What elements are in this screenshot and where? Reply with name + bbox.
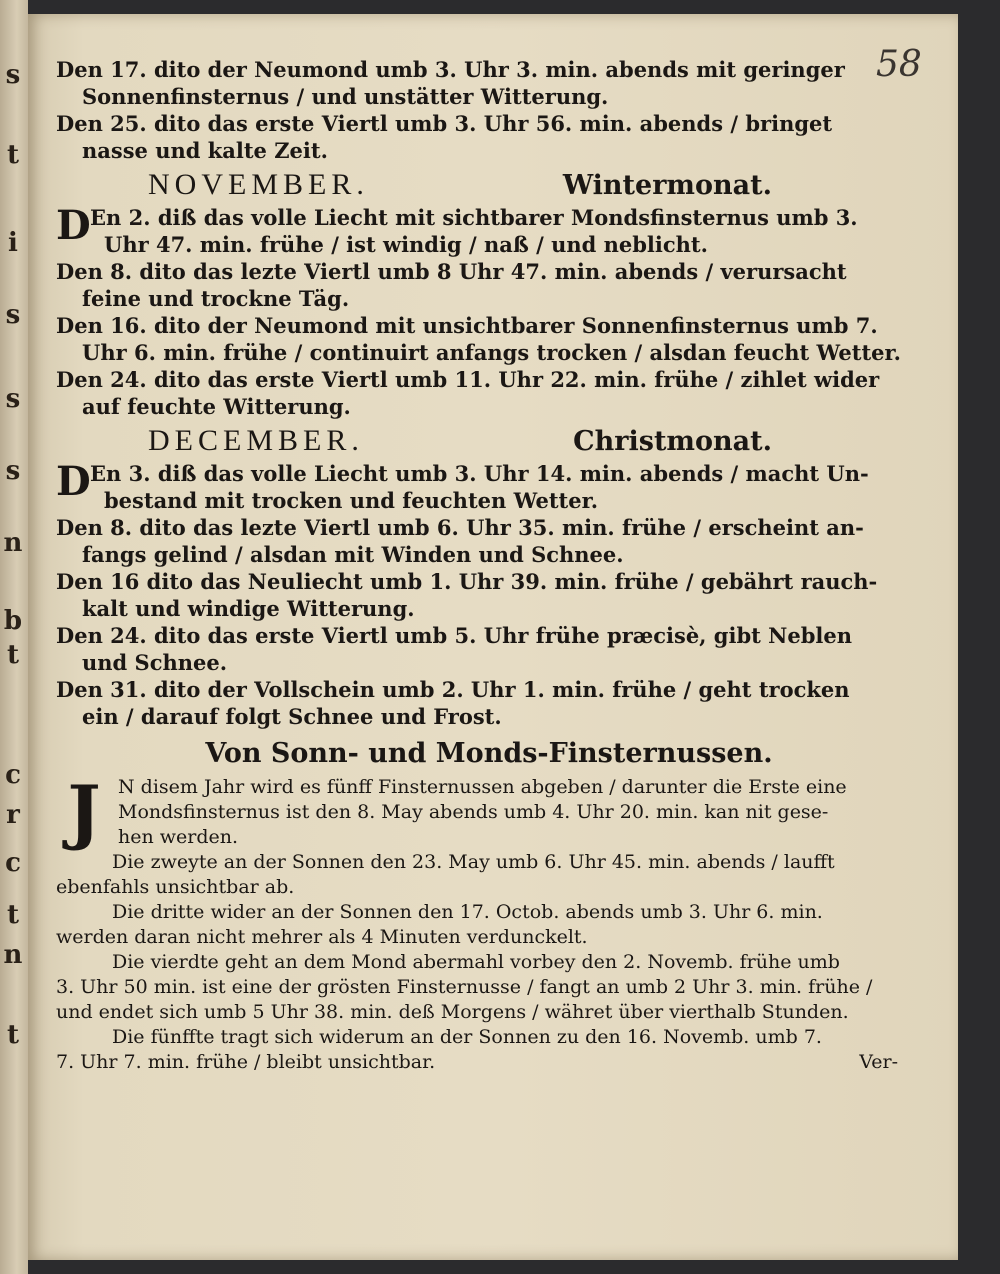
entry-dec-3 <box>56 460 902 514</box>
eclipse-paragraph-4-line: 3. Uhr 50 min. ist eine der grösten Finsternusse / fangt an umb 2 Uhr 3. min. frühe / <box>56 976 873 998</box>
eclipse-paragraph-4-line: und endet sich umb 5 Uhr 38. min. deß Morgens / währet über vierthalb Stunden. <box>56 1001 849 1023</box>
entry-nov-8 <box>56 258 902 312</box>
previous-page-edge <box>0 0 28 1274</box>
eclipses-section <box>56 770 902 1075</box>
entry-continuation: Uhr 6. min. frühe / continuirt anfangs trocken / alsdan feucht Wetter. <box>82 340 901 365</box>
previous-page-letter: s <box>5 60 21 90</box>
entry-lead: En 3. diß das volle Liecht umb 3. Uhr 14. min. abends / macht Un- <box>90 461 869 486</box>
drop-cap: D <box>56 202 91 249</box>
entry-lead: Den 24. dito das erste Viertl umb 11. Uhr 22. min. frühe / zihlet wider <box>56 367 880 392</box>
entry-continuation: auf feuchte Witterung. <box>82 394 351 419</box>
eclipse-paragraph-2-first: Die zweyte an der Sonnen den 23. May umb 6. Uhr 45. min. abends / laufft <box>112 851 835 873</box>
entry-continuation: Sonnenfinsternus / und unstätter Witterung. <box>82 84 609 109</box>
folio-number: 58 <box>876 44 922 85</box>
entry-continuation: feine und trockne Täg. <box>82 286 350 311</box>
previous-page-letter: c <box>5 848 21 878</box>
eclipse-paragraph-2-line: ebenfahls unsichtbar ab. <box>56 876 295 898</box>
month-heading-december <box>56 424 902 458</box>
entry-lead: En 2. diß das volle Liecht mit sichtbarer Mondsfinsternus umb 3. <box>90 205 858 230</box>
entry-continuation: ein / darauf folgt Schnee und Frost. <box>82 704 502 729</box>
previous-page-letter: t <box>6 640 19 670</box>
intro-line: N disem Jahr wird es fünff Finsternussen abgeben / darunter die Erste eine <box>118 776 847 798</box>
previous-page-letter: s <box>5 384 21 414</box>
entry-continuation: nasse und kalte Zeit. <box>82 138 328 163</box>
entry-dec-24 <box>56 622 902 676</box>
intro-line: Mondsfinsternus ist den 8. May abends umb 4. Uhr 20. min. kan nit gese- <box>118 801 829 823</box>
eclipses-intro <box>56 770 902 853</box>
month-german-name: Christmonat. <box>573 426 772 457</box>
previous-page-letter: t <box>6 140 19 170</box>
entry-nov-2 <box>56 204 902 258</box>
eclipse-paragraph-3-first: Die dritte wider an der Sonnen den 17. Octob. abends umb 3. Uhr 6. min. <box>112 901 823 923</box>
entry-lead: Den 16. dito der Neumond mit unsichtbarer Sonnenfinsternus umb 7. <box>56 313 878 338</box>
entry-continuation: und Schnee. <box>82 650 228 675</box>
entry-oct-17 <box>56 56 902 110</box>
previous-page-letter: b <box>3 606 23 636</box>
previous-page-letter: s <box>5 456 21 486</box>
entry-continuation: kalt und windige Witterung. <box>82 596 415 621</box>
intro-line: hen werden. <box>118 826 239 848</box>
previous-page-letter: t <box>6 900 19 930</box>
drop-cap: D <box>56 458 91 505</box>
month-german-name: Wintermonat. <box>562 170 772 201</box>
entry-dec-16 <box>56 568 902 622</box>
entry-nov-24 <box>56 366 902 420</box>
catchword: Ver- <box>859 1051 898 1073</box>
entry-lead: Den 25. dito das erste Viertl umb 3. Uhr 56. min. abends / bringet <box>56 111 833 136</box>
previous-page-letter: n <box>3 940 23 970</box>
ornamental-initial: J <box>67 770 101 853</box>
month-heading-november <box>56 168 902 202</box>
eclipse-paragraph-4-first: Die vierdte geht an dem Mond abermahl vorbey den 2. Novemb. frühe umb <box>112 951 840 973</box>
previous-page-letter: r <box>6 800 20 830</box>
previous-page-letter: n <box>3 528 23 558</box>
entry-lead: Den 17. dito der Neumond umb 3. Uhr 3. min. abends mit geringer <box>56 57 845 82</box>
page <box>28 14 958 1260</box>
previous-page-letter: s <box>5 300 21 330</box>
previous-page-letter: t <box>6 1020 19 1050</box>
section-title-eclipses: Von Sonn- und Monds-Finsternussen. <box>205 738 773 769</box>
month-latin-name: DECEMBER. <box>148 424 364 457</box>
entry-lead: Den 8. dito das lezte Viertl umb 8 Uhr 47. min. abends / verursacht <box>56 259 847 284</box>
eclipse-paragraph-5-line-wrap <box>56 1050 902 1075</box>
eclipse-paragraph-3-line: werden daran nicht mehrer als 4 Minuten verdunckelt. <box>56 926 588 948</box>
entry-lead: Den 31. dito der Vollschein umb 2. Uhr 1. min. frühe / geht trocken <box>56 677 850 702</box>
entry-lead: Den 8. dito das lezte Viertl umb 6. Uhr 35. min. frühe / erscheint an- <box>56 515 864 540</box>
month-latin-name: NOVEMBER. <box>148 168 369 201</box>
entry-dec-31 <box>56 676 902 730</box>
entry-continuation: bestand mit trocken und feuchten Wetter. <box>104 488 599 513</box>
entry-dec-8 <box>56 514 902 568</box>
entry-lead: Den 24. dito das erste Viertl umb 5. Uhr frühe præcisè, gibt Neblen <box>56 623 853 648</box>
entry-nov-16 <box>56 312 902 366</box>
entry-lead: Den 16 dito das Neuliecht umb 1. Uhr 39. min. frühe / gebährt rauch- <box>56 569 878 594</box>
eclipse-paragraph-5-line: 7. Uhr 7. min. frühe / bleibt unsichtbar. <box>56 1051 436 1073</box>
entry-oct-25 <box>56 110 902 164</box>
entry-continuation: Uhr 47. min. frühe / ist windig / naß / und neblicht. <box>104 232 708 257</box>
entry-continuation: fangs gelind / alsdan mit Winden und Schnee. <box>82 542 624 567</box>
previous-page-letter: c <box>5 760 21 790</box>
eclipse-paragraph-5-first: Die fünffte tragt sich widerum an der Sonnen zu den 16. Novemb. umb 7. <box>112 1026 822 1048</box>
page-text <box>56 56 902 1075</box>
previous-page-letter: i <box>8 228 18 258</box>
